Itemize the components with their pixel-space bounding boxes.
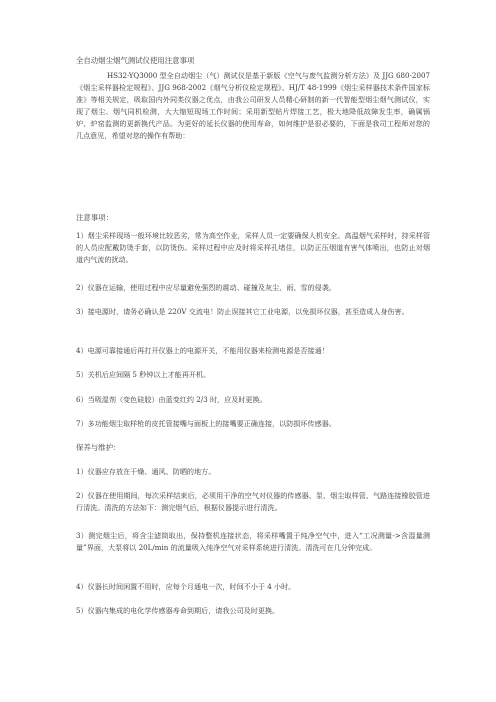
notes-heading: 注意事项： <box>76 213 113 222</box>
note-item-3: 3）接电源时，请务必确认是 220V 交流电！防止误接其它工业电源，以免损坏仪器，甚至造成人身伤害。 <box>76 307 409 316</box>
note-item-5: 5）关机后应间隔 5 秒钟以上才能再开机。 <box>76 370 211 379</box>
note-item-7: 7）多功能烟尘取样枪的皮托管接嘴与面板上的接嘴要正确连接，以防损坏传感器。 <box>76 419 336 428</box>
note-item-1: 1）烟尘采样现场一般环境比较恶劣，常为高空作业，采样人员一定要确保人机安全。高温烟气采样时，持采样管的人员应配戴防烫手套，以防烫伤。采样过程中应及时将采样孔堵住，以防正压烟道有害气体喷出，也防止对烟道内气流的扰动。 <box>76 231 430 264</box>
document-title: 全自动烟尘烟气测试仪使用注意事项 <box>76 56 195 65</box>
maintenance-item-4: 4）仪器长时间闲置不用时，应每个月通电一次，时间不小于 4 小时。 <box>76 582 296 591</box>
note-item-6: 6）当吸湿剂（变色硅胶）由蓝变红约 2/3 时，应及时更换。 <box>76 395 267 404</box>
maintenance-item-3: 3）测完烟尘后，将含尘滤筒取出，保持整机连接状态，将采样嘴置于纯净空气中，进入“工况测量->含湿量测量”界面，大泵将以 20L/min 的流量吸入纯净空气对采样系统进行清洗。清洗可在几分钟完成。 <box>76 531 430 552</box>
note-item-4: 4）电源可靠接通后再打开仪器上的电源开关，不能用仪器来检测电源是否接通！ <box>76 346 329 355</box>
note-item-2: 2）仪器在运输，使用过程中应尽量避免强烈的震动、碰撞及灰尘、雨、雪的侵袭。 <box>76 283 336 292</box>
maintenance-item-5: 5）仪器内集成的电化学传感器寿命到期后，请我公司及时更换。 <box>76 606 280 615</box>
maintenance-item-1: 1）仪器应存放在干燥、通风、防晒的地方。 <box>76 467 216 476</box>
intro-paragraph: HS32-YQ3000 型全自动烟尘（气）测试仪是基于新版《空气与废气监测分析方法》及 JJG 680-2007《烟尘采样器检定规程》、JJG 968-2002《烟气分析仪检定规程》、HJ/T 48-1999《烟尘采样器技术条件国家标准》等相关规定，吸取国内外同类仪器之优点，由我公司研发人员精心研制的新一代智能型烟尘烟气测试仪，实现了烟尘、烟气同机检测，大大缩短现场工作时间；采用新型贴片焊接工艺，极大地降低故障发生率，确属锅炉、炉窑监测的更新换代产品。为更好的延长仪器的使用寿命，如何维护是很必要的，下面是我司工程师对您的几点意见，希望对您的操作有帮助： <box>76 71 430 140</box>
maintenance-item-2: 2）仪器在使用期间，每次采样结束后，必须用干净的空气对仪器的传感器、泵、烟尘取样管、气路连接橡胶管进行清洗。清洗的方法如下：测完烟气后，根据仪器提示进行清洗。 <box>76 491 430 512</box>
maintenance-heading: 保养与维护： <box>76 443 121 452</box>
